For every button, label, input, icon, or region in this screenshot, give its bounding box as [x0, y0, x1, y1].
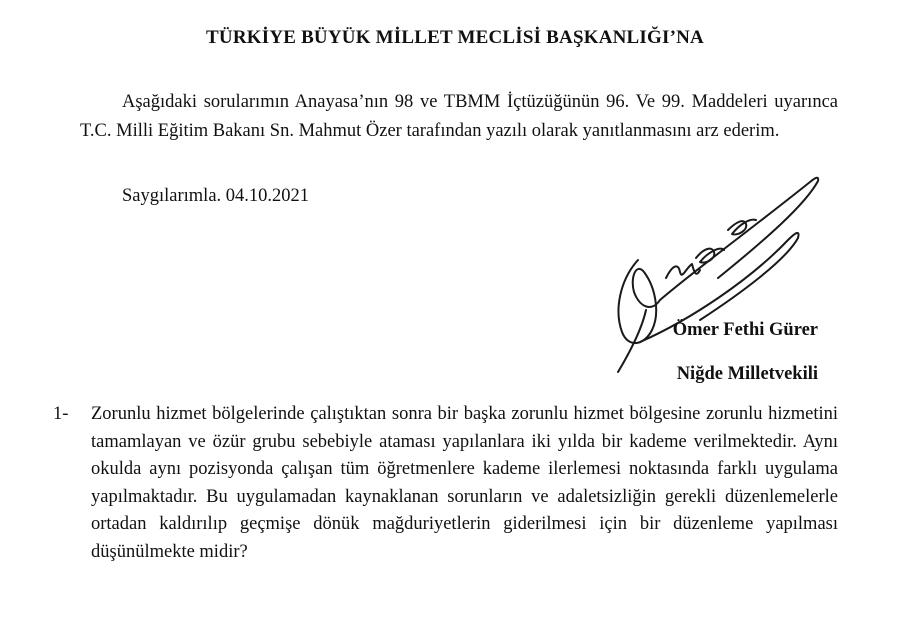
signer-name: Ömer Fethi Gürer	[672, 320, 818, 340]
question-number: 1-	[53, 404, 69, 424]
intro-paragraph: Aşağıdaki sorularımın Anayasa’nın 98 ve TBMM İçtüzüğünün 96. Ve 99. Maddeleri uyarınca T.C. Milli Eğitim Bakanı Sn. Mahmut Özer tarafından yazılı olarak yanıtlanmasını arz ederim.	[80, 92, 838, 141]
question-text: Zorunlu hizmet bölgelerinde çalıştıktan sonra bir başka zorunlu hizmet bölgesine zorunlu hizmetini tamamlayan ve özür grubu sebebiyle ataması yapılanlara iki yılda bir kademe verilmektedir. Aynı okulda aynı pozisyonda çalışan tüm öğretmenlere kademe ilerlemesi noktasında farklı uygulama yapılmaktadır. Bu uygulamadan kaynaklanan sorunların ve adaletsizliğin gerekli düzenlemelerle ortadan kaldırılıp geçmişe dönük mağduriyetlerin giderilmesi için bir düzenleme yapılması düşünülmekte midir?	[91, 404, 838, 562]
regards-date-line: Saygılarımla. 04.10.2021	[122, 186, 310, 206]
handwritten-signature	[600, 160, 850, 385]
question-item	[53, 401, 838, 566]
signer-title: Niğde Milletvekili	[676, 364, 818, 384]
document-heading: TÜRKİYE BÜYÜK MİLLET MECLİSİ BAŞKANLIĞI’NA	[206, 27, 704, 48]
